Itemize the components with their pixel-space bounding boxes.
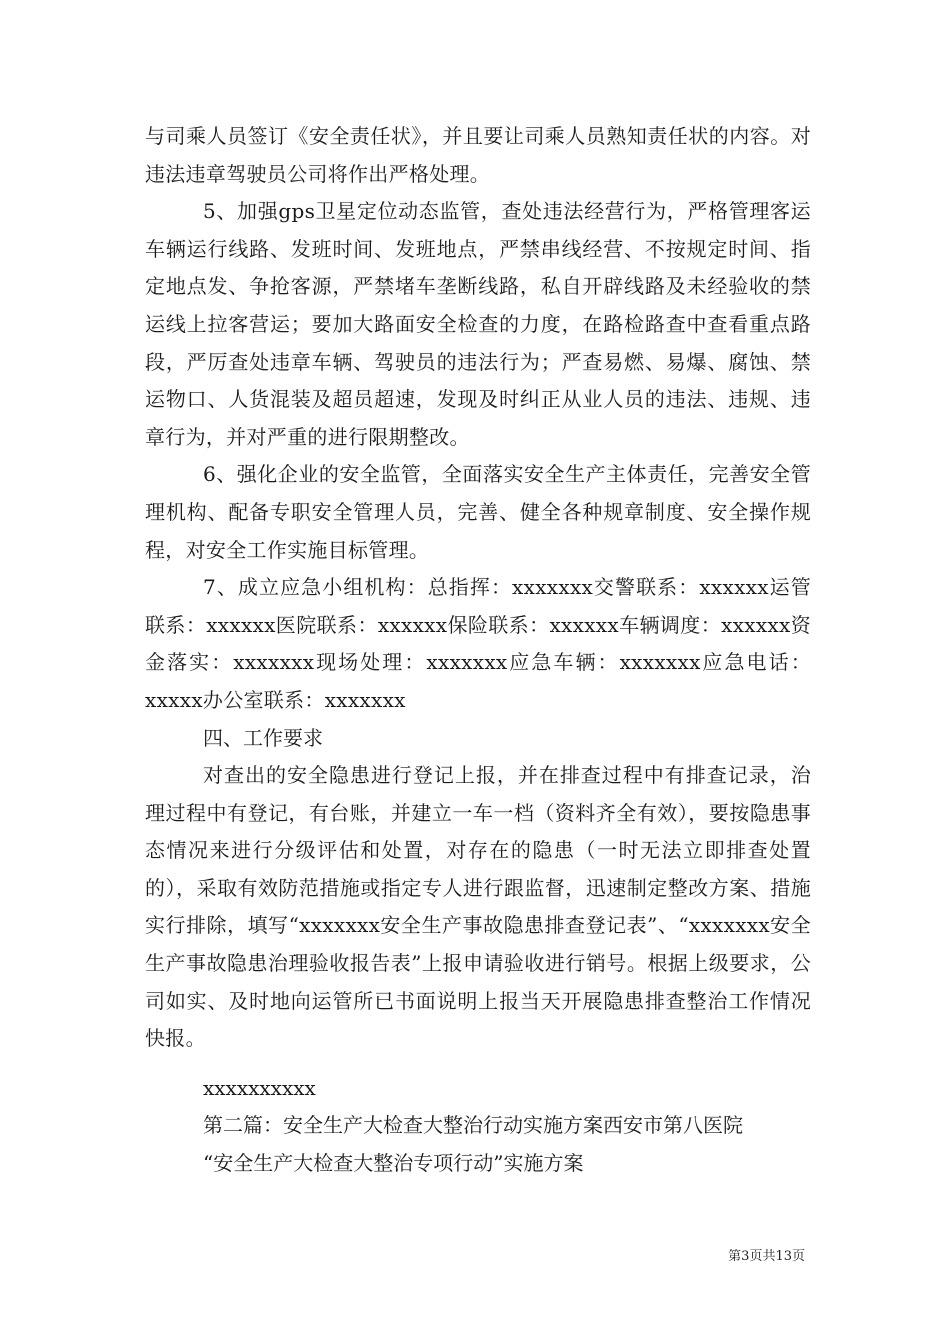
paragraph-work-requirements: 对查出的安全隐患进行登记上报，并在排查过程中有排查记录，治理过程中有登记，有台账，并建立一车一档（资料齐全有效），要按隐患事态情况来进行分级评估和处置，对存在的隐患（一时无法立即排查处置的），采取有效防范措施或指定专人进行跟监督，迅速制定整改方案、措施实行排除，填写“xxxxxxx安全生产事故隐患排查登记表”、“xxxxxxx安全生产事故隐患治理验收报告表”上报申请验收进行销号。根据上级要求，公司如实、及时地向运管所已书面说明上报当天开展隐患排查整治工作情况快报。 [145,763,811,1051]
paragraph-responsibility: 与司乘人员签订《安全责任状》，并且要让司乘人员熟知责任状的内容。对违法违章驾驶员公司将作出严格处理。 [145,124,811,186]
next-article-title: 第二篇：安全生产大检查大整治行动实施方案西安市第八医院 [203,1113,743,1138]
paragraph-enterprise-supervision: 6、强化企业的安全监管，全面落实安全生产主体责任，完善安全管理机构、配备专职安全管理人员，完善、健全各种规章制度、安全操作规程，对安全工作实施目标管理。 [145,462,811,562]
document-body [145,118,811,1183]
page-number-footer: 第3页共13页 [728,1249,805,1264]
paragraph-gps-monitoring: 5、加强gps卫星定位动态监管，查处违法经营行为，严格管理客运车辆运行线路、发班时间、发班地点，严禁串线经营、不按规定时间、指定地点发、争抢客源，严禁堵车垄断线路，私自开辟线路及未经验收的禁运线上拉客营运；要加大路面安全检查的力度，在路检路查中查看重点路段，严厉查处违章车辆、驾驶员的违法行为；严查易燃、易爆、腐蚀、禁运物口、人货混装及超员超速，发现及时纠正从业人员的违法、违规、违章行为，并对严重的进行限期整改。 [145,199,811,449]
section-heading-work-requirements: 四、工作要求 [203,725,323,750]
paragraph-emergency-group: 7、成立应急小组机构：总指挥：xxxxxxx交警联系：xxxxxx运管联系：xxxxxx医院联系：xxxxxx保险联系：xxxxxx车辆调度：xxxxxx资金落实：xxxxxxx现场处理：xxxxxxx应急车辆：xxxxxxx应急电话：xxxxx办公室联系：xxxxxxx [145,575,811,712]
signature-line: xxxxxxxxxx [203,1075,316,1100]
next-article-subtitle: “安全生产大检查大整治专项行动”实施方案 [203,1151,584,1176]
